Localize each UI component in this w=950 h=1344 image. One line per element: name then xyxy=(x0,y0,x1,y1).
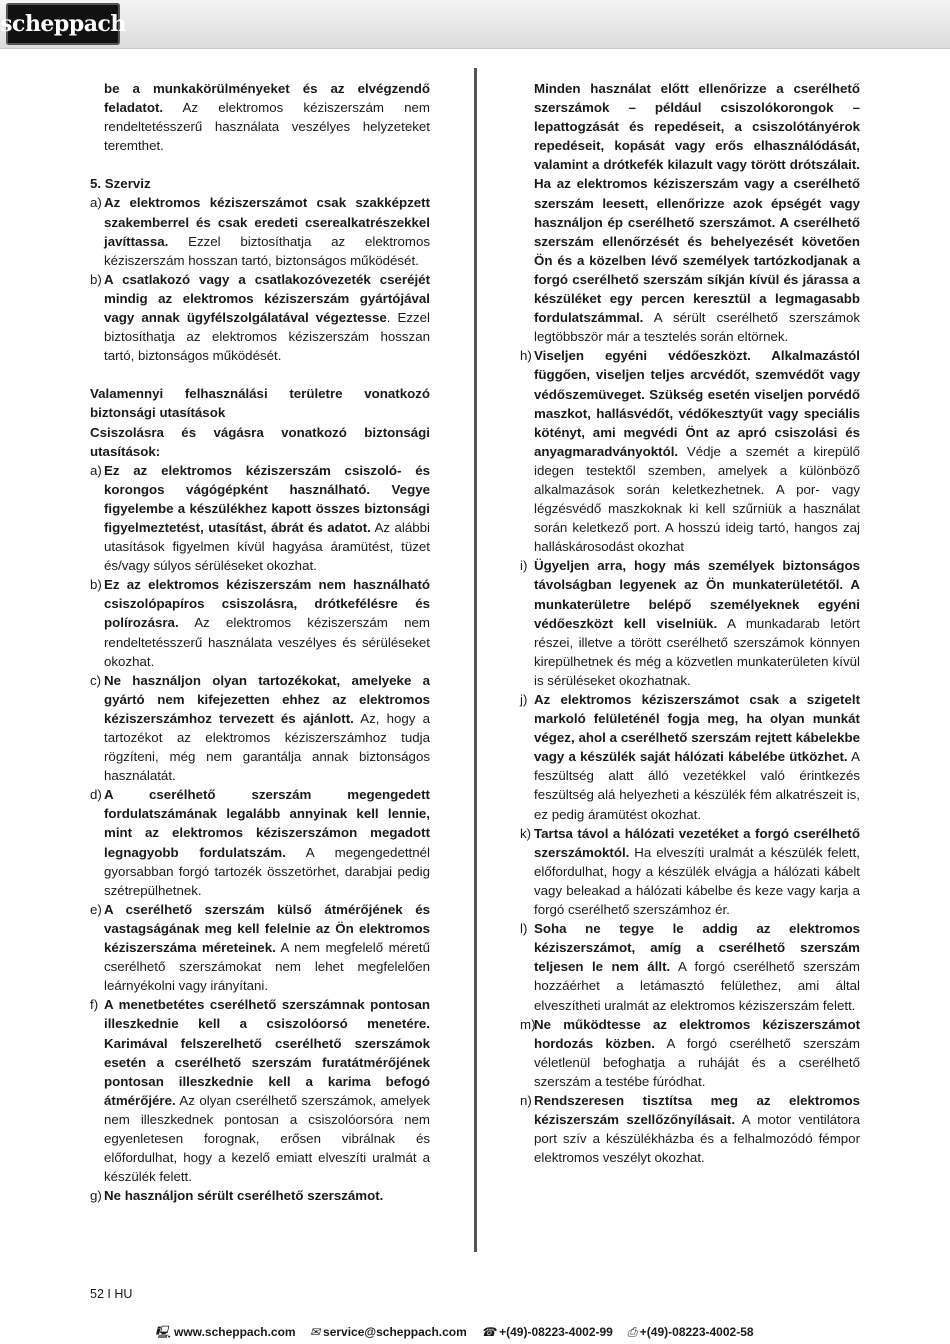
footer-phone: ☎ +(49)-08223-4002-99 xyxy=(481,1325,613,1339)
continued-paragraph: be a munkakörülményeket és az elvégzendő feladatot. Az elektromos kéziszerszám nem rendeltetésszerű használata veszélyes helyzeteket teremthet. xyxy=(104,81,430,154)
list-item: i) Ügyeljen arra, hogy más személyek biztonságos távolságban legyenek az Ön munkaterületétől. A munkaterületre belépő személyeknek egyéni védőeszközt kell viselniük. A munkadarab letört részei, illetve a törött cserélhető szerszámok könnyen kirepülhetnek és még a közvetlen munkaterületen kívül is sérüléseket okozhatnak. xyxy=(520,558,860,688)
list-item: a) Ez az elektromos kéziszerszám csiszoló- és korongos vágógépként használható. Vegye figyelembe a készülékhez kapott összes biztonsági figyelmeztetést, utasítást, ábrát és adatot. Az alábbi utasítások figyelmen kívül hagyása áramütést, tüzet és/vagy súlyos sérüléseket okozhat. xyxy=(90,462,430,574)
left-column xyxy=(90,79,430,1205)
logo-text: scheppach xyxy=(0,11,126,37)
safety-heading: Valamennyi felhasználási területre vonatkozó biztonsági utasítások xyxy=(90,386,430,421)
phone-icon: ☎ xyxy=(481,1325,497,1339)
list-item: j) Az elektromos kéziszerszámot csak a szigetelt markoló felületénél fogja meg, ha olyan munkát végez, ahol a cserélhető szerszám rejtett kábelekbe vagy a készülék saját hálózati kábelébe ütközhet. A feszültség alatt álló vezetékkel való érintkezés feszültség alá helyezheti a készülék fém alkatrészeit is, ez pedig áramütést okozhat. xyxy=(520,692,860,822)
list-item: m) Ne működtesse az elektromos kéziszerszámot hordozás közben. A forgó cserélhető szerszám véletlenül befoghatja a ruháját és a cserélhető szerszám a testébe fúródhat. xyxy=(520,1016,860,1089)
list-item: l) Soha ne tegye le addig az elektromos kéziszerszámot, amíg a cserélhető szerszám teljesen le nem állt. A forgó cserélhető szerszám hozzáérhet a letámasztó felülethez, ami által elveszítheti uralmát az elektromos kéziszerszám felett. xyxy=(520,921,860,1013)
mail-icon: ✉ xyxy=(309,1325,321,1339)
list-item: b) Ez az elektromos kéziszerszám nem használható csiszolópapíros csiszolásra, drótkefélésre és polírozásra. Az elektromos kéziszerszám nem rendeltetésszerű használata veszélyes és sérüléseket okozhat. xyxy=(90,577,430,669)
list-item: k) Tartsa távol a hálózati vezetéket a forgó cserélhető szerszámoktól. Ha elveszíti uralmát a készülék felett, előfordulhat, hogy a készülék elvágja a hálózati kábelt vagy beleakad a hálózati kábelbe és keze vagy karja a forgó cserélhető szerszámhoz ér. xyxy=(520,825,860,918)
list-item: e) A cserélhető szerszám külső átmérőjének és vastagságának meg kell felelnie az Ön elektromos kéziszerszáma méreteinek. A nem megfelelő méretű cserélhető szerszámokat nem lehet megfelelően leárnyékolni vagy irányítani. xyxy=(90,901,430,994)
list-item: f) A menetbetétes cserélhető szerszámnak pontosan illeszkednie kell a csiszolóorsó menetére. Karimával felszerelhető cserélhető szerszámok esetén a cserélhető szerszám furatátmérőjének pontosan illeszkednie kell a karima befogó átmérőjére. Az olyan cserélhető szerszámok, amelyek nem illeszkednek pontosan a csiszolóorsóra nem egyenletesen forognak, erősen vibrálnak és előfordulhat, hogy a kezelő emiatt elveszíti uralmát a készülék felett. xyxy=(90,997,430,1185)
fax-icon: ⎙ xyxy=(627,1325,637,1339)
list-item: a) Az elektromos kéziszerszámot csak szakképzett szakemberrel és csak eredeti cserealkatrészekkel javíttassa. Ezzel biztosíthatja az elektromos kéziszerszám hosszan tartó, biztonságos működését. xyxy=(90,195,430,268)
footer-web[interactable]: 🖳 www.scheppach.com xyxy=(155,1325,296,1339)
column-divider xyxy=(474,68,477,1252)
footer-fax: ⎙ +(49)-08223-4002-58 xyxy=(627,1325,754,1339)
right-column xyxy=(520,79,860,1167)
list-item: h) Viseljen egyéni védőeszközt. Alkalmazástól függően, viseljen teljes arcvédőt, szemvédőt vagy védőszemüveget. Szükség esetén viseljen porvédő maszkot, hallásvédőt, védőkesztyűt vagy speciális kötényt, ami megvédi Önt az apró csiszolási és anyagmaradványoktól. Védje a szemét a kirepülő idegen testektől szemben, amelyek a különböző alkalmazások során keletkezhetnek. A por- vagy légzésvédő maszkoknak ki kell szűrniük a használat során keletkező port. A hosszú ideig tartó, hangos zaj halláskárosodást okozhat xyxy=(520,348,860,555)
scheppach-logo xyxy=(0,3,126,45)
footer-contacts xyxy=(155,1323,765,1344)
list-item: c) Ne használjon olyan tartozékokat, amelyeke a gyártó nem kifejezetten ehhez az elektromos kéziszerszámhoz tervezett és ajánlott. Az, hogy a tartozékot az elektromos kéziszerszámhoz tudja rögzíteni, még nem garantálja annak biztonságos használatát. xyxy=(90,672,431,784)
list-item: g) Ne használjon sérült cserélhető szerszámot. xyxy=(90,1188,384,1204)
list-item: b) A csatlakozó vagy a csatlakozóvezeték cseréjét mindig az elektromos kéziszerszám gyártójával vagy annak ügyfélszolgálatával végeztesse. Ezzel biztosíthatja az elektromos kéziszerszám hosszan tartó, biztonságos működését. xyxy=(90,271,430,364)
continued-paragraph: Minden használat előtt ellenőrizze a cserélhető szerszámok – például csiszolókorongok – lepattogzását és repedéseit, a csiszolótányérok repedéseit, kopását vagy erős elhasználódását, valamint a drótkefék kilazult vagy törött drótszálait. Ha az elektromos kéziszerszám vagy a cserélhető szerszám leesett, ellenőrizze azok épségét vagy használjon ép cserélhető szerszámot. A cserélhető szerszám ellenőrzését és behelyezését követően Ön és a közelben lévő személyek tartózkodjanak a forgó cserélhető szerszám síkján kívül és járassa a készüléket egy percen keresztül a legmagasabb fordulatszámmal. A sérült cserélhető szerszámok legtöbbször már a tesztelés során eltörnek. xyxy=(534,81,860,345)
safety-subheading: Csiszolásra és vágásra vonatkozó biztonsági utasítások: xyxy=(90,424,430,459)
footer-email[interactable]: ✉ service@scheppach.com xyxy=(309,1325,467,1339)
section-title-szerviz: 5. Szerviz xyxy=(90,176,151,192)
computer-icon: 🖳 xyxy=(155,1325,172,1339)
list-item: d) A cserélhető szerszám megengedett fordulatszámának legalább annyinak kell lennie, mint az elektromos kéziszerszámon megadott legnagyobb fordulatszám. A megengedettnél gyorsabban forgó tartozék összetörhet, darabjai pedig szétrepülhetnek. xyxy=(90,787,430,898)
list-item: n) Rendszeresen tisztítsa meg az elektromos kéziszerszám szellőzőnyílásait. A motor ventilátora port szív a készülékházba és a felhalmozódó fémpor elektromos veszélyt okozhat. xyxy=(520,1092,860,1166)
page-number: 52 I HU xyxy=(90,1287,133,1301)
header-bar xyxy=(0,0,950,49)
